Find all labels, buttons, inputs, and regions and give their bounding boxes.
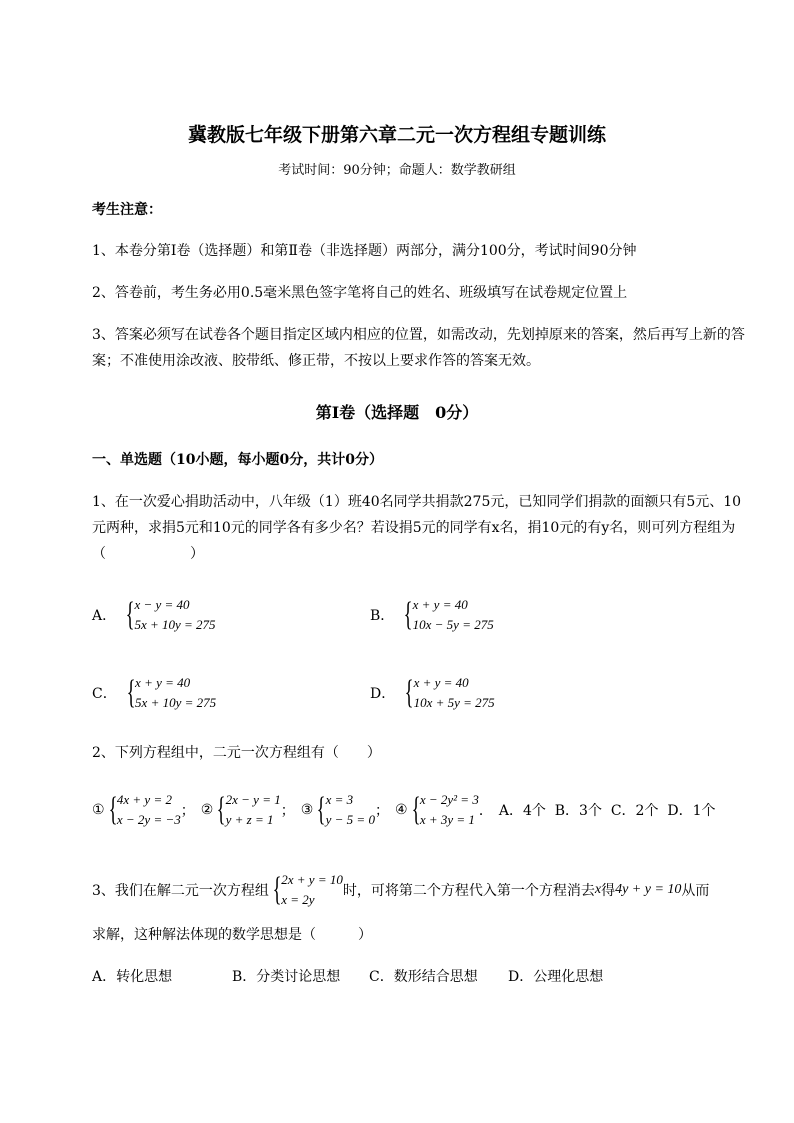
equation: 2x − y = 1 (225, 792, 281, 807)
brace-icon: { (108, 791, 118, 828)
question-2-text: 2、下列方程组中，二元一次方程组有（ ） (92, 745, 381, 761)
equation: 5x + 10y = 275 (134, 617, 216, 632)
brace-icon: { (272, 871, 282, 908)
separator: ； (374, 803, 389, 819)
option-label: D． (370, 686, 396, 702)
q1-option-a[interactable] (92, 595, 216, 635)
equation: x − 2y = −3 (116, 812, 181, 827)
equation: 4x + y = 2 (116, 792, 172, 807)
brace-icon: { (411, 791, 421, 828)
brace-icon: { (216, 791, 226, 828)
document-title: 冀教版七年级下册第六章二元一次方程组专题训练 (187, 124, 606, 146)
q3-option-d[interactable]: D．公理化思想 (508, 969, 604, 985)
brace-icon: { (316, 791, 326, 828)
brace-icon: { (403, 596, 413, 633)
item-label: ② (200, 802, 214, 818)
math-expression: 4y + y = 10 (615, 882, 682, 897)
q1-option-b[interactable] (370, 595, 494, 635)
math-variable: x (594, 882, 602, 897)
question-2-systems (92, 790, 716, 830)
question-3-text-after: 从而 (681, 883, 710, 899)
equation: x + 3y = 1 (419, 812, 475, 827)
item-label: ④ (394, 802, 408, 818)
q2-answer-options[interactable]: A．4个 B．3个 C．2个 D．1个 (498, 803, 716, 819)
q2-system-1 (92, 790, 195, 830)
equation-system (401, 673, 494, 713)
equation-system (123, 673, 216, 713)
q2-system-3 (301, 790, 389, 830)
separator: ； (180, 803, 195, 819)
q2-system-2 (201, 790, 295, 830)
equation: x − 2y² = 3 (419, 792, 479, 807)
equation: x + y = 40 (412, 597, 468, 612)
equation: 10x + 5y = 275 (413, 695, 495, 710)
q3-option-b[interactable]: B．分类讨论思想 (232, 969, 341, 985)
question-1-text: 1、在一次爱心捐助活动中，八年级（1）班40名同学共捐款275元，已知同学们捐款的面额只有5元、10元两种，求捐5元和10元的同学各有多少名？若设捐5元的同学有x名，捐10元的有y名，则可列方程组为（ ） (92, 494, 742, 562)
equation: y − 5 = 0 (325, 812, 375, 827)
equation-system (400, 595, 493, 635)
section-title: 第I卷（选择题 0分） (315, 403, 479, 422)
equation: 2x + y = 10 (281, 872, 343, 887)
notice-item-2: 2、答卷前，考生务必用0.5毫米黑色签字笔将自己的姓名、班级填写在试卷规定位置上 (92, 285, 628, 301)
option-label: C． (92, 686, 117, 702)
equation: x = 2y (281, 892, 315, 907)
q3-option-a[interactable]: A．转化思想 (92, 969, 173, 985)
item-label: ③ (300, 802, 314, 818)
option-label: B． (370, 608, 395, 624)
notice-heading: 考生注意： (92, 202, 162, 218)
item-label: ① (92, 802, 105, 818)
question-3-text-mid: 时，可将第二个方程代入第一个方程消去 (342, 883, 595, 899)
equation: x − y = 40 (134, 597, 190, 612)
equation: x + y = 40 (135, 675, 191, 690)
question-3-text: 3、我们在解二元一次方程组 (92, 883, 269, 899)
q1-option-d[interactable] (370, 673, 495, 713)
question-3-text-get: 得 (601, 883, 616, 899)
equation: x = 3 (325, 792, 354, 807)
brace-icon: { (125, 596, 135, 633)
notice-item-1: 1、本卷分第I卷（选择题）和第Ⅱ卷（非选择题）两部分，满分100分，考试时间90分钟 (92, 243, 637, 259)
question-3-line-2: 求解，这种解法体现的数学思想是（ ） (92, 927, 372, 943)
separator: ； (280, 803, 295, 819)
separator: ． (478, 803, 493, 819)
q3-option-c[interactable]: C．数形结合思想 (369, 969, 478, 985)
brace-icon: { (404, 674, 414, 711)
notice-item-3: 3、答案必须写在试卷各个题目指定区域内相应的位置，如需改动，先划掉原来的答案，然后再写上新的答案；不准使用涂改液、胶带纸、修正带，不按以上要求作答的答案无效。 (92, 327, 745, 369)
equation: 5x + 10y = 275 (135, 695, 217, 710)
equation: 10x − 5y = 275 (412, 617, 494, 632)
question-3-line-1 (92, 870, 709, 910)
q2-system-4 (395, 790, 493, 830)
equation-system (122, 595, 215, 635)
brace-icon: { (126, 674, 136, 711)
part-heading: 一、单选题（10小题，每小题0分，共计0分） (92, 452, 383, 468)
option-label: A． (92, 608, 117, 624)
equation: x + y = 40 (413, 675, 469, 690)
equation: y + z = 1 (225, 812, 274, 827)
exam-info: 考试时间：90分钟；命题人：数学教研组 (278, 163, 516, 178)
q1-option-c[interactable] (92, 673, 216, 713)
